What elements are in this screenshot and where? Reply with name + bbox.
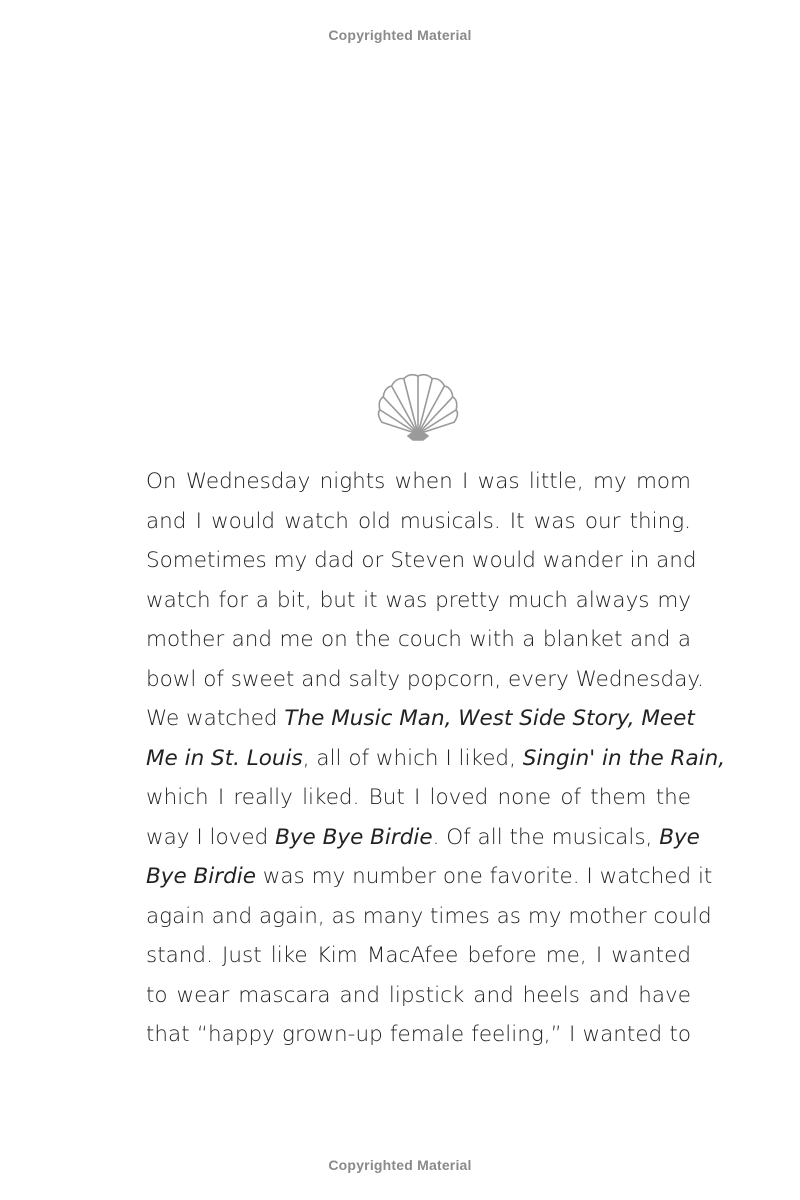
text-run: . Of all the musicals,	[432, 824, 660, 850]
text-run: that “happy grown-up female feeling,” I wanted to	[146, 1022, 691, 1047]
text-line	[146, 462, 691, 502]
italic-title-run: Singin' in the Rain,	[522, 745, 726, 771]
text-line	[146, 541, 697, 581]
text-run: was my number one favorite. I watched it	[255, 864, 713, 889]
italic-title-run: Me in St. Louis	[146, 745, 303, 771]
shell-hinge	[408, 432, 428, 440]
text-line	[146, 660, 704, 700]
text-run: bowl of sweet and salty popcorn, every Wednesday.	[146, 666, 704, 692]
text-line	[146, 699, 695, 739]
body-text	[146, 462, 726, 1055]
seashell-icon	[374, 370, 462, 442]
text-line	[146, 936, 691, 976]
text-line	[146, 581, 691, 621]
text-run: , all of which I liked,	[302, 745, 523, 771]
text-line	[146, 620, 691, 660]
text-run: We watched	[146, 706, 285, 731]
text-run: watch for a bit, but it was pretty much always my	[146, 587, 691, 613]
italic-title-run: Bye Bye Birdie	[275, 824, 433, 850]
italic-title-run: The Music Man, West Side Story, Meet	[284, 706, 695, 731]
text-line	[146, 1015, 691, 1055]
text-line	[146, 976, 691, 1016]
text-run: which I really liked. But I loved none of them the	[146, 785, 691, 810]
text-line	[146, 818, 700, 858]
text-run: to wear mascara and lipstick and heels and have	[146, 982, 691, 1008]
text-run: On Wednesday nights when I was little, my mom	[146, 469, 691, 494]
text-run: way I loved	[146, 824, 276, 850]
text-run: Sometimes my dad or Steven would wander in and	[146, 548, 697, 573]
text-line	[146, 502, 691, 542]
text-run: mother and me on the couch with a blanket and a	[146, 627, 691, 652]
text-run: stand. Just like Kim MacAfee before me, I wanted	[146, 943, 691, 968]
text-run: and I would watch old musicals. It was our thing.	[146, 508, 691, 534]
italic-title-run: Bye Birdie	[146, 864, 256, 889]
copyright-watermark-top: Copyrighted Material	[328, 27, 472, 43]
text-run: again and again, as many times as my mother could	[146, 903, 712, 929]
text-line	[146, 897, 712, 937]
italic-title-run: Bye	[659, 824, 700, 850]
copyright-watermark-bottom: Copyrighted Material	[328, 1157, 472, 1173]
text-line	[146, 857, 713, 897]
text-line	[146, 778, 691, 818]
text-line	[146, 739, 726, 779]
